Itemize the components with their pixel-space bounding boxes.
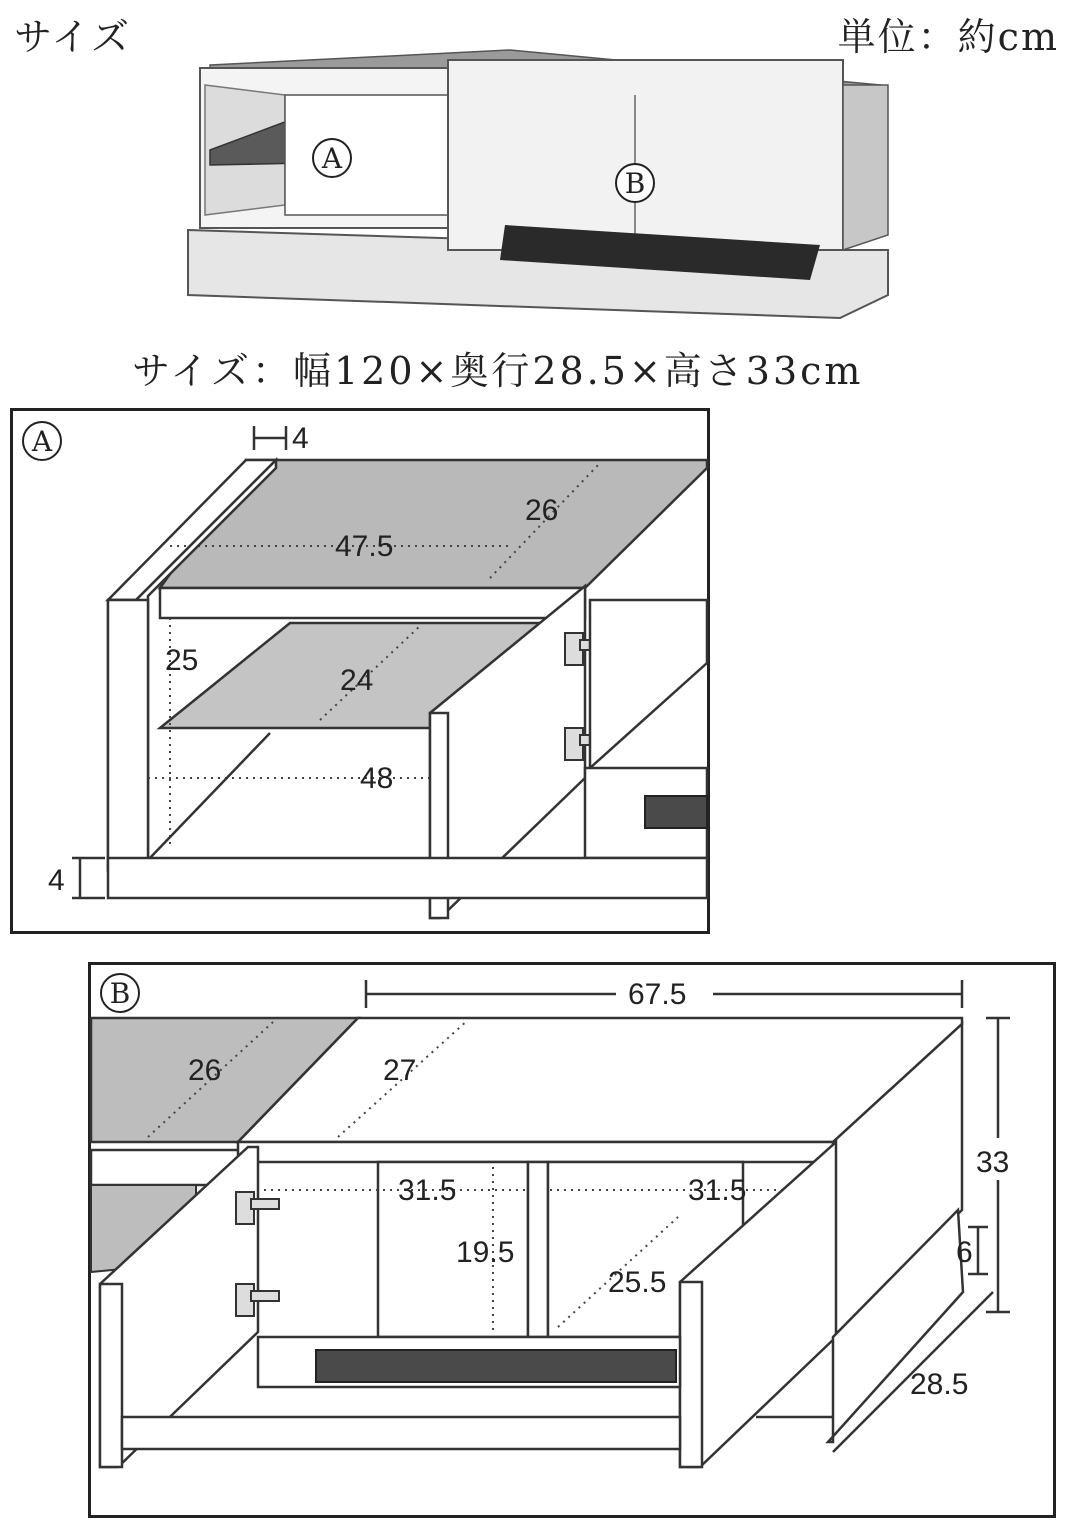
unit-label: 単位：約cm [837,15,1059,59]
overview-label-b: B [624,167,646,200]
header-title: サイズ [14,15,131,59]
panel-b-dim-height-left: 19.5 [456,1236,515,1269]
panel-a-left-side-front [108,600,148,870]
panel-b-dim-width-total: 67.5 [628,978,687,1011]
panel-b-dim-width-left: 31.5 [398,1174,457,1207]
panel-b-right-door-edge [680,1282,702,1467]
panel-a-top-rail [160,588,585,618]
panel-a-dim-base-height: 4 [48,864,65,897]
panel-b-left-door-edge [100,1284,122,1467]
panel-a-dim-depth-top: 26 [525,494,559,527]
panel-a-label: A [31,425,53,458]
panel-b-recess [316,1350,676,1382]
overview-label-a: A [321,142,343,175]
panel-a-dim-top-thickness: 4 [292,422,309,455]
panel-b-dim-base-height: 6 [956,1236,973,1269]
panel-b-label: B [109,977,131,1010]
panel-a-dim-depth-shelf: 24 [340,664,374,697]
panel-a-dim-width-top: 47.5 [335,530,394,563]
panel-a-base [108,858,707,898]
panel-b-center-divider [528,1162,548,1337]
panel-a-dim-height-inner: 25 [165,644,199,677]
panel-b-top-rail [238,1142,833,1162]
overview-side-panel [843,85,888,250]
panel-b-dim-depth-top: 27 [383,1054,417,1087]
panel-b-dim-depth-right: 25.5 [608,1266,667,1299]
overview-illustration [180,40,900,330]
size-summary: サイズ：幅120×奥行28.5×高さ33cm [132,349,864,393]
panel-a-handle-slot [645,796,707,828]
overview-drawer-a [285,95,450,215]
panel-a [10,408,710,934]
panel-b-dim-depth-left: 26 [188,1054,222,1087]
panel-b-dim-width-right: 31.5 [688,1174,747,1207]
panel-b-base-front [122,1417,680,1449]
panel-b-dim-base-depth: 28.5 [910,1368,969,1401]
panel-b [88,962,1056,1518]
panel-a-dim-width-bottom: 48 [360,762,394,795]
overview-cabinet-b [448,60,843,250]
panel-b-dim-height-total: 33 [976,1146,1010,1179]
